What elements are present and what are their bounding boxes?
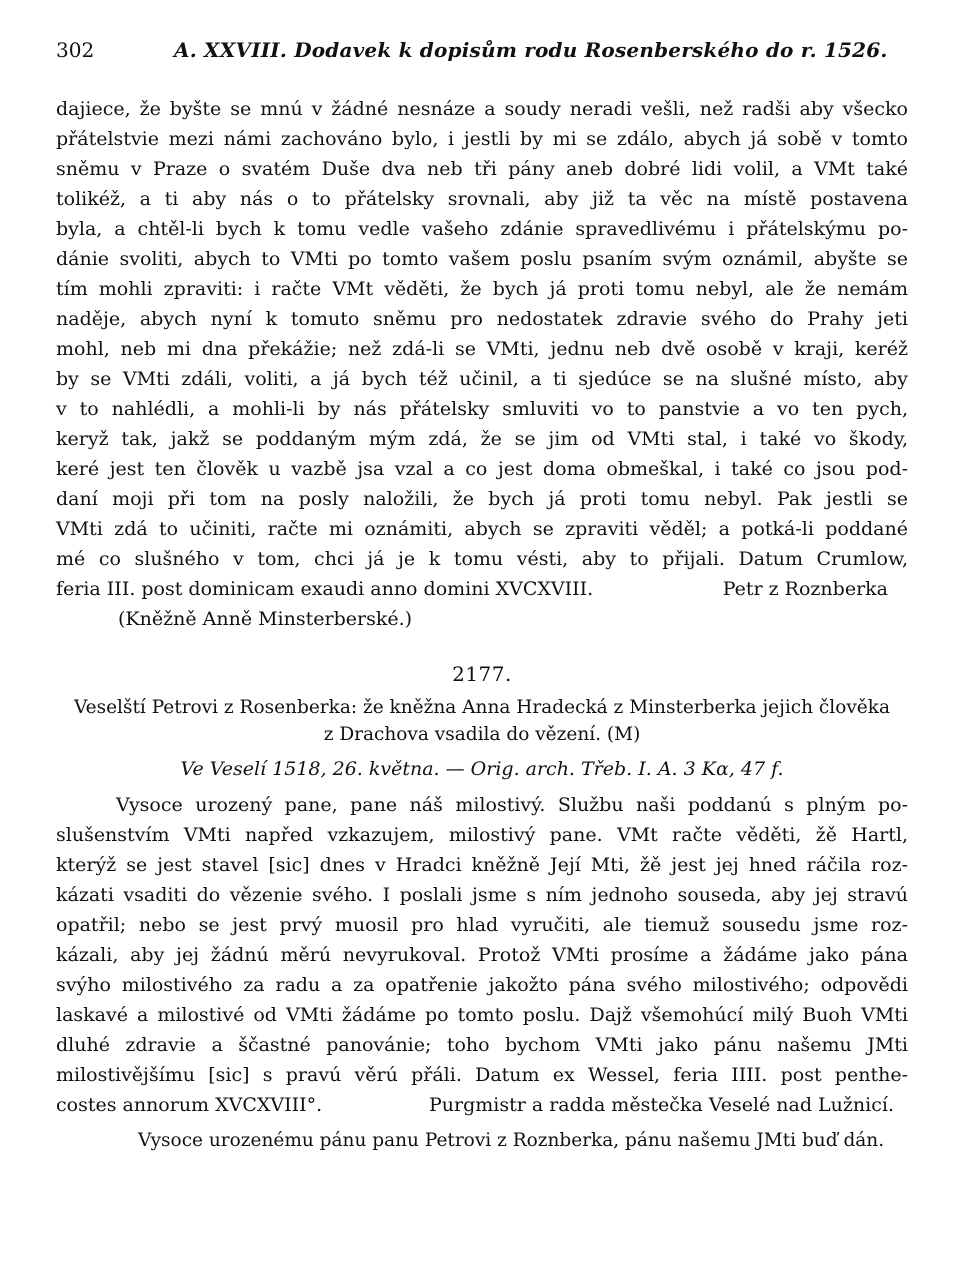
- regest: [56, 694, 908, 748]
- regest-line: Veselští Petrovi z Rosenberka: že kněžna Anna Hradecká z Minsterberka jejich člověka: [74, 697, 890, 718]
- letter-text: [56, 790, 908, 1090]
- text-line: slušenstvím VMti napřed vzkazujem, milostivý pane. VMt račte věděti, žě Hartl,: [56, 824, 908, 846]
- text-line: svýho milostivého za radu a za opatřenie jakožto pána svého milostivého; odpovědi: [56, 974, 908, 996]
- running-head: A. XXVIII. Dodavek k dopisům rodu Rosenberského do r. 1526.: [174, 38, 888, 62]
- text-line: kázali, aby jej žádnú měrú nevyrukoval. Protož VMti prosíme a žádáme jako pána: [56, 944, 908, 966]
- text-line: mé co slušného v tom, chci já je k tomu vésti, aby to přijali. Datum Crumlow,: [56, 548, 908, 570]
- addressee: (Kněžně Anně Minsterberské.): [118, 608, 413, 630]
- text-line: dluhé zdravie a ščastné panovánie; toho bychom VMti jako pánu našemu JMti: [56, 1034, 908, 1056]
- text-line: opatřil; nebo se jest prvý muosil pro hlad vyručiti, ale tiemuž sousedu jsme roz-: [56, 914, 908, 936]
- text-line: laskavé a milostivé od VMti žádáme po tomto poslu. Dajž všemohúcí milý Buoh VMti: [56, 1004, 908, 1026]
- text-line: v to nahlédli, a mohli-li by nás přátelsky smluviti vo to panstvie a vo ten pych,: [56, 398, 908, 420]
- text-line: keryž tak, jakž se poddaným mým zdá, že se jim od VMti stal, i také vo škody,: [56, 428, 908, 450]
- text-line: Vysoce urozený pane, pane náš milostivý. Službu naši poddanú s plným po-: [116, 794, 908, 816]
- dating-clause: costes annorum XVCXVIII°.: [56, 1094, 323, 1116]
- provenance-note: Ve Veselí 1518, 26. května. — Orig. arch. Třeb. I. A. 3 Kα, 47 f.: [180, 758, 784, 780]
- document-number: 2177.: [452, 662, 512, 686]
- text-line: dánie svoliti, abych to VMti po tomto vašem poslu psaním svým oznámil, abyšte se: [56, 248, 908, 270]
- text-line: kterýž se jest stavel [sic] dnes v Hradci kněžně Její Mti, žě jest jej hned ráčila roz-: [56, 854, 908, 876]
- signature: Purgmistr a radda městečka Veselé nad Lužnicí.: [428, 1094, 894, 1116]
- previous-letter-text: [56, 94, 908, 574]
- text-line: milostivějšímu [sic] s pravú věrú přáli. Datum ex Wessel, feria IIII. post penthe-: [56, 1064, 908, 1086]
- text-line: kázati vsaditi do vězenie svého. I poslali jsme s ním jednoho souseda, aby jej stravú: [56, 884, 908, 906]
- text-line: daní moji při tom na posly naložili, že bych já proti tomu nebyl. Pak jestli se: [56, 488, 908, 510]
- endorsement: Vysoce urozenému pánu panu Petrovi z Roznberka, pánu našemu JMti buď dán.: [138, 1130, 885, 1151]
- text-line: mohl, neb mi dna překážie; než zdá-li se VMti, jednu neb dvě osobě v kraji, keréž: [56, 338, 908, 360]
- regest-line: z Drachova vsadila do vězení. (M): [323, 724, 641, 745]
- text-line: dajiece, že byšte se mnú v žádné nesnáze a soudy neradi vešli, než radši aby všecko: [56, 98, 908, 120]
- letter-closing: [56, 1090, 908, 1120]
- text-line: tím mohli zpraviti: i račte VMt věděti, že bych já proti tomu nebyl, ale že nemám: [56, 278, 908, 300]
- text-line: by se VMti zdáli, voliti, a já bych též učinil, a ti sjedúce se na slušné místo, aby: [56, 368, 908, 390]
- text-line: přátelstvie mezi námi zachováno bylo, i jestli by mi se zdálo, abych já sobě v tomto: [56, 128, 908, 150]
- dating-clause: feria III. post dominicam exaudi anno domini XVCXVIII.: [56, 578, 594, 600]
- text-line: sněmu v Praze o svatém Duše dva neb tři pány aneb dobré lidi volil, a VMt také: [56, 158, 908, 180]
- page-header: [56, 38, 908, 76]
- text-line: tolikéž, a ti aby nás o to přátelsky srovnali, aby již ta věc na místě postavena: [56, 188, 908, 210]
- page-number: 302: [56, 38, 95, 62]
- text-line: naděje, abych nyní k tomuto sněmu pro nedostatek zdravie svého do Prahy jeti: [56, 308, 908, 330]
- signature: Petr z Roznberka: [722, 578, 888, 600]
- text-line: keré jest ten člověk u vazbě jsa vzal a co jest doma obmeškal, i také co jsou pod-: [56, 458, 908, 480]
- previous-letter-closing: [56, 574, 908, 604]
- text-line: byla, a chtěl-li bych k tomu vedle vašeho zdánie spravedlivému i přátelskýmu po-: [56, 218, 908, 240]
- text-line: VMti zdá to učiniti, račte mi oznámiti, abych se zpraviti věděl; a potká-li poddané: [56, 518, 908, 540]
